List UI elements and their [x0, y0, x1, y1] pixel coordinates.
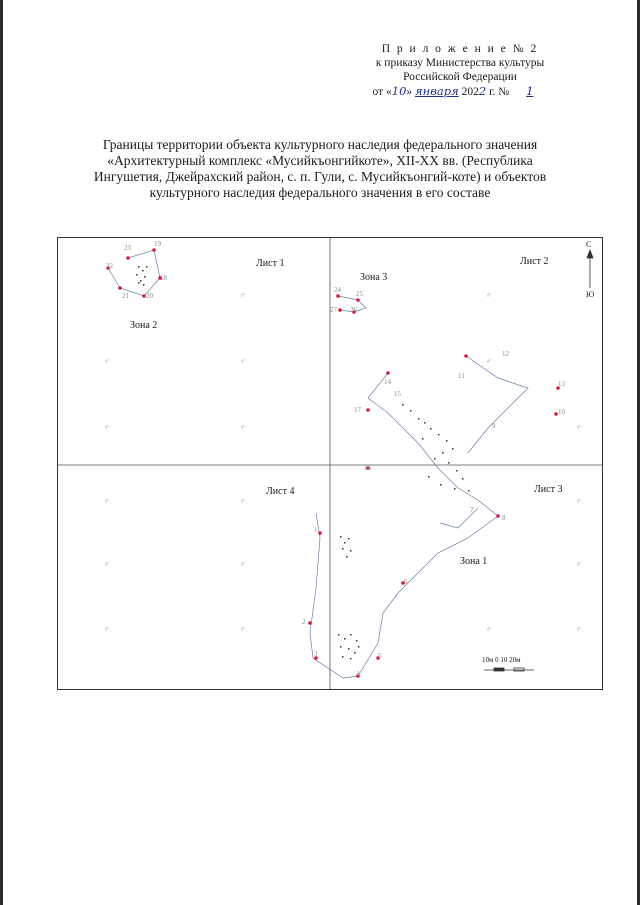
date-year-hand: 2: [478, 84, 487, 98]
boundary-point: [318, 531, 322, 535]
point-label: 14: [384, 378, 391, 386]
point-label: 18: [160, 274, 167, 282]
boundary-point: [366, 408, 370, 412]
grid-crosses: [106, 294, 581, 631]
title-line-1: Границы территории объекта культурного наследия федерального значения: [102, 137, 538, 152]
sheet-label-1: Лист 1: [256, 258, 285, 269]
cluster-sheet-4-upper: [340, 536, 352, 558]
scan-edge-left: [0, 0, 3, 905]
cluster-central: [402, 404, 470, 492]
document-title: [40, 137, 600, 201]
scale-bar: [484, 668, 534, 671]
appendix-title: П р и л о ж е н и е № 2: [381, 43, 539, 55]
point-label: 27: [330, 306, 337, 314]
boundary-point: [464, 354, 468, 358]
point-label: 2: [302, 618, 306, 626]
appendix-federation: Российской Федерации: [403, 71, 517, 83]
date-prefix: от «: [372, 86, 392, 98]
boundary-map: [57, 237, 603, 690]
title-line-4: культурного наследия федерального значения в его составе: [149, 185, 491, 200]
boundary-point: [336, 294, 340, 298]
date-day: 10: [391, 84, 407, 98]
boundary-point: [338, 308, 342, 312]
point-label: 15: [394, 390, 401, 398]
date-suffix: г. №: [486, 86, 510, 98]
date-month: января: [415, 84, 459, 98]
point-label: 20: [146, 292, 153, 300]
scale-text: 10м 0 10 20м: [482, 656, 521, 664]
south-letter: Ю: [586, 290, 595, 299]
point-label: 23: [124, 244, 131, 252]
boundary-point: [308, 621, 312, 625]
point-label: 25: [356, 290, 363, 298]
north-letter: С: [586, 240, 592, 249]
point-label: 16: [364, 464, 371, 472]
cluster-sheet-4-lower: [338, 634, 360, 660]
boundary-lines: [108, 250, 528, 678]
order-number: 1: [526, 84, 534, 98]
point-label: 11: [458, 372, 465, 380]
point-label: 10: [558, 408, 565, 416]
point-label: 4: [356, 670, 360, 678]
zone-label-2: Зона 2: [130, 320, 158, 331]
zone-1-boundary: [368, 373, 498, 516]
point-label: 13: [558, 380, 565, 388]
zone-1-boundary-north: [466, 356, 528, 453]
point-label: 22: [106, 262, 113, 270]
point-label: 6: [404, 578, 408, 586]
point-label: 8: [502, 514, 506, 522]
boundary-point: [152, 248, 156, 252]
boundary-point: [386, 371, 390, 375]
point-label: 5: [378, 652, 382, 660]
boundary-point: [126, 256, 130, 260]
point-label: 21: [122, 292, 129, 300]
point-label: 9: [492, 422, 496, 430]
appendix-date-line: [340, 84, 580, 99]
sheet-label-3: Лист 3: [534, 484, 563, 495]
zone-label-3: Зона 3: [360, 272, 388, 283]
point-label: 19: [154, 240, 161, 248]
point-label: 3: [314, 650, 318, 658]
zone-1-boundary-south: [310, 513, 498, 678]
title-line-2: «Архитектурный комплекс «Мусийкъонгийкоте», XII-XX вв. (Республика: [107, 153, 533, 168]
building-clusters: [136, 266, 470, 660]
point-label: 1: [314, 526, 318, 534]
boundary-point: [118, 286, 122, 290]
zone-2-boundary: [108, 250, 160, 296]
date-year-prefix: 202: [461, 86, 479, 98]
point-label: 17: [354, 406, 361, 414]
appendix-order-ref: к приказу Министерства культуры: [375, 57, 545, 69]
north-arrow: [587, 250, 593, 288]
boundary-point: [496, 514, 500, 518]
sheet-label-2: Лист 2: [520, 256, 549, 267]
sheet-label-4: Лист 4: [266, 486, 295, 497]
boundary-point: [356, 298, 360, 302]
point-label: 12: [502, 350, 509, 358]
point-label: 7: [470, 506, 474, 514]
date-mid: »: [406, 86, 413, 98]
appendix-header: [340, 42, 580, 99]
point-label: 24: [334, 286, 341, 294]
cluster-zone-2: [136, 266, 148, 286]
zone-label-1: Зона 1: [460, 556, 488, 567]
point-label: 26: [350, 306, 357, 314]
title-line-3: Ингушетия, Джейрахский район, с. п. Гули, с. Мусийкъонгий-коте) и объектов: [93, 169, 547, 184]
